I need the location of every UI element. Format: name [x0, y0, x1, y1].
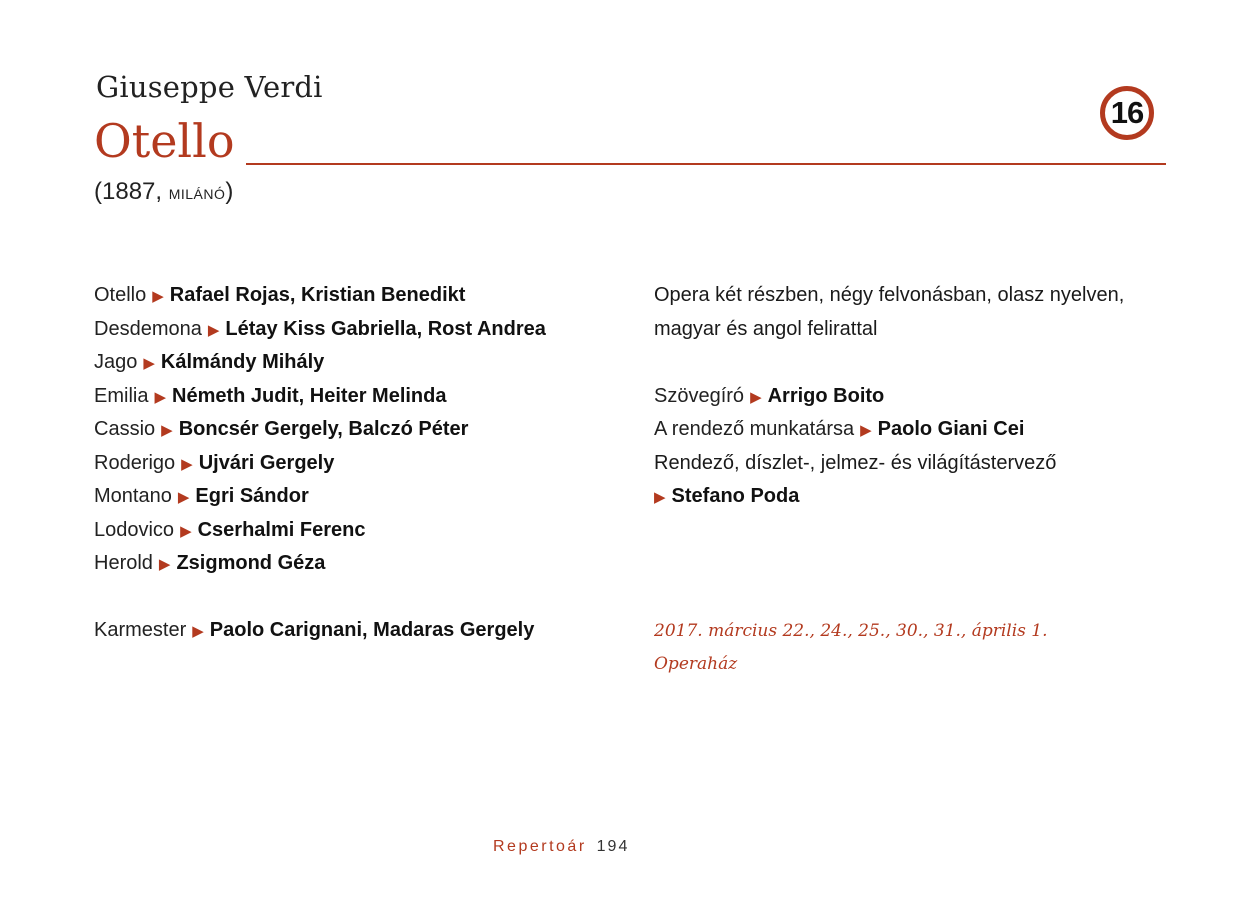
- arrow-right-icon: ▶: [750, 388, 762, 406]
- arrow-right-icon: ▶: [177, 489, 190, 506]
- role-label: Lodovico: [94, 518, 175, 541]
- performance-venue: Operaház: [654, 654, 738, 674]
- performance-info: [654, 617, 1048, 683]
- description-line: Opera két részben, négy felvonásban, olasz nyelven,: [654, 284, 1125, 306]
- description-line: magyar és angol felirattal: [654, 317, 878, 340]
- librettist-name: Arrigo Boito: [767, 384, 885, 407]
- role-label: Herold: [94, 552, 153, 574]
- performer-names: Kálmándy Mihály: [160, 351, 325, 373]
- premiere-info: [94, 178, 233, 206]
- performer-names: Zsigmond Géza: [176, 552, 326, 574]
- performer-names: Cserhalmi Ferenc: [197, 518, 366, 541]
- premiere-city: MILÁNÓ: [168, 186, 226, 202]
- role-label: Karmester: [94, 619, 187, 641]
- role-label: Cassio: [94, 418, 156, 440]
- director-role-row: Rendező, díszlet-, jelmez- és világítástervező: [654, 451, 1057, 474]
- cast-row: [94, 414, 546, 448]
- performer-names: Ujvári Gergely: [198, 451, 335, 474]
- arrow-right-icon: ▶: [154, 388, 166, 406]
- arrow-right-icon: ▶: [180, 522, 192, 540]
- section-name: Repertoár: [493, 838, 587, 855]
- cast-row: [94, 481, 546, 515]
- librettist-row: [654, 381, 1124, 415]
- cast-row: [94, 381, 546, 415]
- assistant-name: Paolo Giani Cei: [877, 418, 1025, 440]
- performer-names: Egri Sándor: [195, 485, 309, 507]
- performer-names: Létay Kiss Gabriella, Rost Andrea: [225, 317, 546, 340]
- cast-row: [94, 280, 546, 314]
- role-label: Roderigo: [94, 451, 176, 474]
- performer-names: Németh Judit, Heiter Melinda: [172, 384, 447, 407]
- arrow-right-icon: ▶: [654, 489, 666, 506]
- page-footer: [493, 838, 629, 856]
- arrow-right-icon: ▶: [143, 355, 155, 372]
- role-label: A rendező munkatársa: [654, 418, 855, 440]
- performer-names: Rafael Rojas, Kristian Benedikt: [169, 284, 466, 306]
- cast-row: [94, 448, 546, 482]
- role-label: Jago: [94, 351, 138, 373]
- composer-name: Giuseppe Verdi: [96, 70, 323, 104]
- role-label: Desdemona: [94, 317, 202, 340]
- role-label: Otello: [94, 284, 147, 306]
- premiere-open: (1887,: [94, 178, 169, 205]
- cast-list: [94, 280, 546, 582]
- director-name-row: [654, 481, 1124, 515]
- cast-row: [94, 347, 546, 381]
- conductor-names: Paolo Carignani, Madaras Gergely: [209, 619, 535, 641]
- arrow-right-icon: ▶: [192, 623, 204, 640]
- premiere-close: ): [225, 178, 234, 205]
- arrow-right-icon: ▶: [181, 455, 193, 473]
- opera-title: Otello: [94, 114, 235, 168]
- director-name: Stefano Poda: [671, 485, 800, 507]
- arrow-right-icon: ▶: [860, 422, 872, 439]
- arrow-right-icon: ▶: [161, 422, 173, 439]
- arrow-right-icon: ▶: [207, 321, 220, 339]
- cast-row: [94, 314, 546, 348]
- assistant-row: [654, 414, 1124, 448]
- conductor-row: [94, 615, 534, 649]
- performer-names: Boncsér Gergely, Balczó Péter: [178, 418, 469, 440]
- arrow-right-icon: ▶: [152, 288, 164, 305]
- age-rating-badge: 16: [1100, 86, 1154, 140]
- production-info: [654, 280, 1124, 515]
- performance-dates: 2017. március 22., 24., 25., 30., 31., április 1.: [654, 621, 1048, 641]
- spacer: [654, 347, 1124, 381]
- role-label: Montano: [94, 485, 172, 507]
- arrow-right-icon: ▶: [158, 556, 171, 573]
- role-label: Szövegíró: [654, 384, 745, 407]
- cast-row: [94, 515, 546, 549]
- role-label: Emilia: [94, 384, 149, 407]
- page-number: 194: [596, 838, 630, 855]
- conductor-line: [94, 615, 534, 649]
- cast-row: [94, 548, 546, 582]
- title-divider: [246, 163, 1166, 165]
